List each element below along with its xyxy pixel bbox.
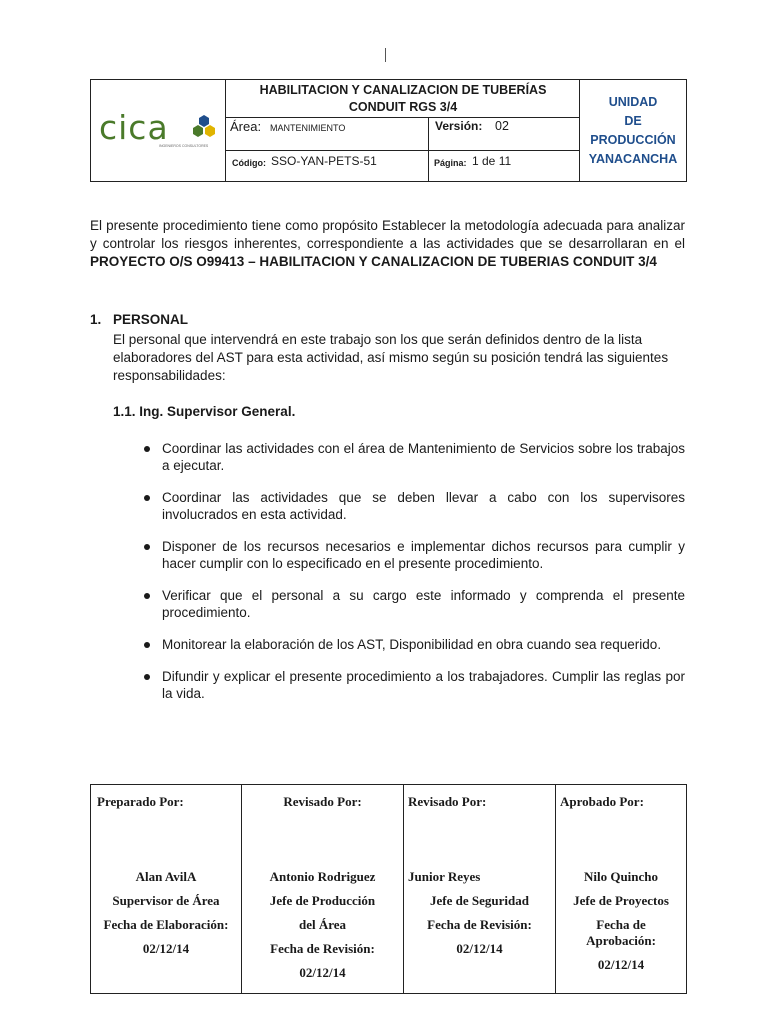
signature-column-approved	[556, 785, 686, 993]
intro-project-name: PROYECTO O/S O99413 – HABILITACION Y CANALIZACION DE TUBERIAS CONDUIT 3/4	[90, 254, 657, 269]
code-divider	[428, 150, 429, 181]
prepared-name: Alan AvilA	[135, 869, 197, 884]
bullet-icon	[144, 674, 150, 680]
list-item	[140, 668, 685, 702]
version-label: Versión:	[435, 119, 483, 133]
logo-hexagon-icon	[193, 114, 215, 140]
section-1-title: PERSONAL	[113, 312, 189, 327]
unit-line-1: UNIDAD	[608, 94, 658, 109]
bullet-icon	[144, 544, 150, 550]
title-line-1: HABILITACION Y CANALIZACION DE TUBERÍAS	[259, 83, 547, 97]
page-top-mark	[385, 48, 386, 62]
logo-cell	[91, 80, 226, 181]
reviewed-2-name: Junior Reyes	[408, 869, 481, 884]
unit-line-3: PRODUCCIÓN	[590, 132, 676, 147]
intro-text: El presente procedimiento tiene como propósito Establecer la metodología adecuada para analizar y controlar los riesgos inherentes, correspondiente a las actividades que se desarrollaran en el	[90, 218, 685, 251]
area-value: MANTENIMIENTO	[270, 123, 346, 133]
signature-column-prepared	[91, 785, 242, 993]
prepared-info	[91, 865, 241, 961]
reviewed-1-role-line-1: Jefe de Producción	[269, 893, 376, 908]
document-title	[226, 80, 580, 118]
title-line-2: CONDUIT RGS 3/4	[348, 100, 458, 114]
logo-wordmark: cica	[99, 108, 169, 147]
logo-subtext: INGENIEROS CONSULTORES	[159, 144, 209, 148]
signature-column-reviewed-1	[242, 785, 404, 993]
area-divider	[428, 118, 429, 150]
prepared-date: 02/12/14	[142, 941, 190, 956]
signature-table	[90, 784, 687, 994]
code-value: SSO-YAN-PETS-51	[271, 154, 377, 168]
approved-date-label	[556, 913, 686, 953]
reviewed-2-info	[404, 865, 555, 961]
approved-info	[556, 865, 686, 977]
intro-paragraph	[90, 217, 685, 271]
list-item-text: Coordinar las actividades que se deben llevar a cabo con los supervisores involucrados en esta actividad.	[162, 490, 685, 522]
approved-name: Nilo Quincho	[583, 869, 659, 884]
section-1-number: 1.	[90, 312, 102, 327]
version-value: 02	[495, 119, 509, 133]
reviewed-2-role: Jefe de Seguridad	[430, 893, 529, 908]
prepared-role: Supervisor de Área	[112, 893, 220, 908]
page-label: Página:	[434, 158, 467, 168]
approved-date-label-line-2: Aprobación:	[586, 933, 656, 948]
reviewed-1-name: Antonio Rodriguez	[269, 869, 376, 884]
bullet-icon	[144, 495, 150, 501]
approved-role: Jefe de Proyectos	[573, 893, 669, 908]
reviewed-1-role-line-2: del Área	[298, 917, 347, 932]
section-1-heading	[90, 312, 188, 327]
unit-line-4: YANACANCHA	[588, 151, 678, 166]
production-unit-text	[589, 93, 677, 169]
approved-date: 02/12/14	[597, 957, 645, 972]
list-item-text: Coordinar las actividades con el área de Mantenimiento de Servicios sobre los trabajos a ejecutar.	[162, 441, 685, 473]
prepared-date-label: Fecha de Elaboración:	[103, 917, 229, 932]
prepared-heading: Preparado Por:	[97, 794, 184, 809]
code-page-row	[226, 150, 580, 181]
responsibilities-list	[140, 440, 685, 717]
document-header-table	[90, 79, 687, 182]
area-label: Área:	[230, 119, 262, 134]
reviewed-1-date-label: Fecha de Revisión:	[270, 941, 375, 956]
list-item	[140, 636, 685, 653]
list-item-text: Verificar que el personal a su cargo este informado y comprenda el presente procedimiento.	[162, 588, 685, 620]
code-label: Código:	[232, 158, 266, 168]
reviewed-1-info	[242, 865, 403, 985]
production-unit-cell	[580, 80, 686, 181]
list-item	[140, 440, 685, 474]
bullet-icon	[144, 446, 150, 452]
reviewed-2-date-label: Fecha de Revisión:	[427, 917, 532, 932]
list-item-text: Difundir y explicar el presente procedimiento a los trabajadores. Cumplir las reglas por la vida.	[162, 669, 685, 701]
list-item	[140, 538, 685, 572]
header-middle-cell	[226, 80, 580, 181]
approved-heading: Aprobado Por:	[560, 794, 644, 809]
list-item-text: Disponer de los recursos necesarios e implementar dichos recursos para cumplir y hacer cumplir con lo especificado en el presente procedimiento.	[162, 539, 685, 571]
reviewed-1-date: 02/12/14	[299, 965, 346, 980]
signature-column-reviewed-2	[404, 785, 556, 993]
list-item-text: Monitorear la elaboración de los AST, Disponibilidad en obra cuando sea requerido.	[162, 637, 662, 652]
bullet-icon	[144, 642, 150, 648]
subsection-1-1-title: 1.1. Ing. Supervisor General.	[113, 404, 296, 419]
company-logo	[99, 110, 217, 152]
list-item	[140, 489, 685, 523]
list-item	[140, 587, 685, 621]
reviewed-2-heading: Revisado Por:	[408, 794, 487, 809]
section-1-body: El personal que intervendrá en este trabajo son los que serán definidos dentro de la lista elaboradores del AST para esta actividad, así mismo según su posición tendrá las siguientes responsabilidades:	[113, 332, 669, 383]
approved-date-label-line-1: Fecha de	[596, 917, 646, 932]
area-version-row	[226, 118, 580, 151]
reviewed-1-heading: Revisado Por:	[283, 794, 362, 809]
unit-line-2: DE	[624, 113, 642, 128]
page-value: 1 de 11	[472, 154, 512, 168]
bullet-icon	[144, 593, 150, 599]
reviewed-2-date: 02/12/14	[456, 941, 503, 956]
